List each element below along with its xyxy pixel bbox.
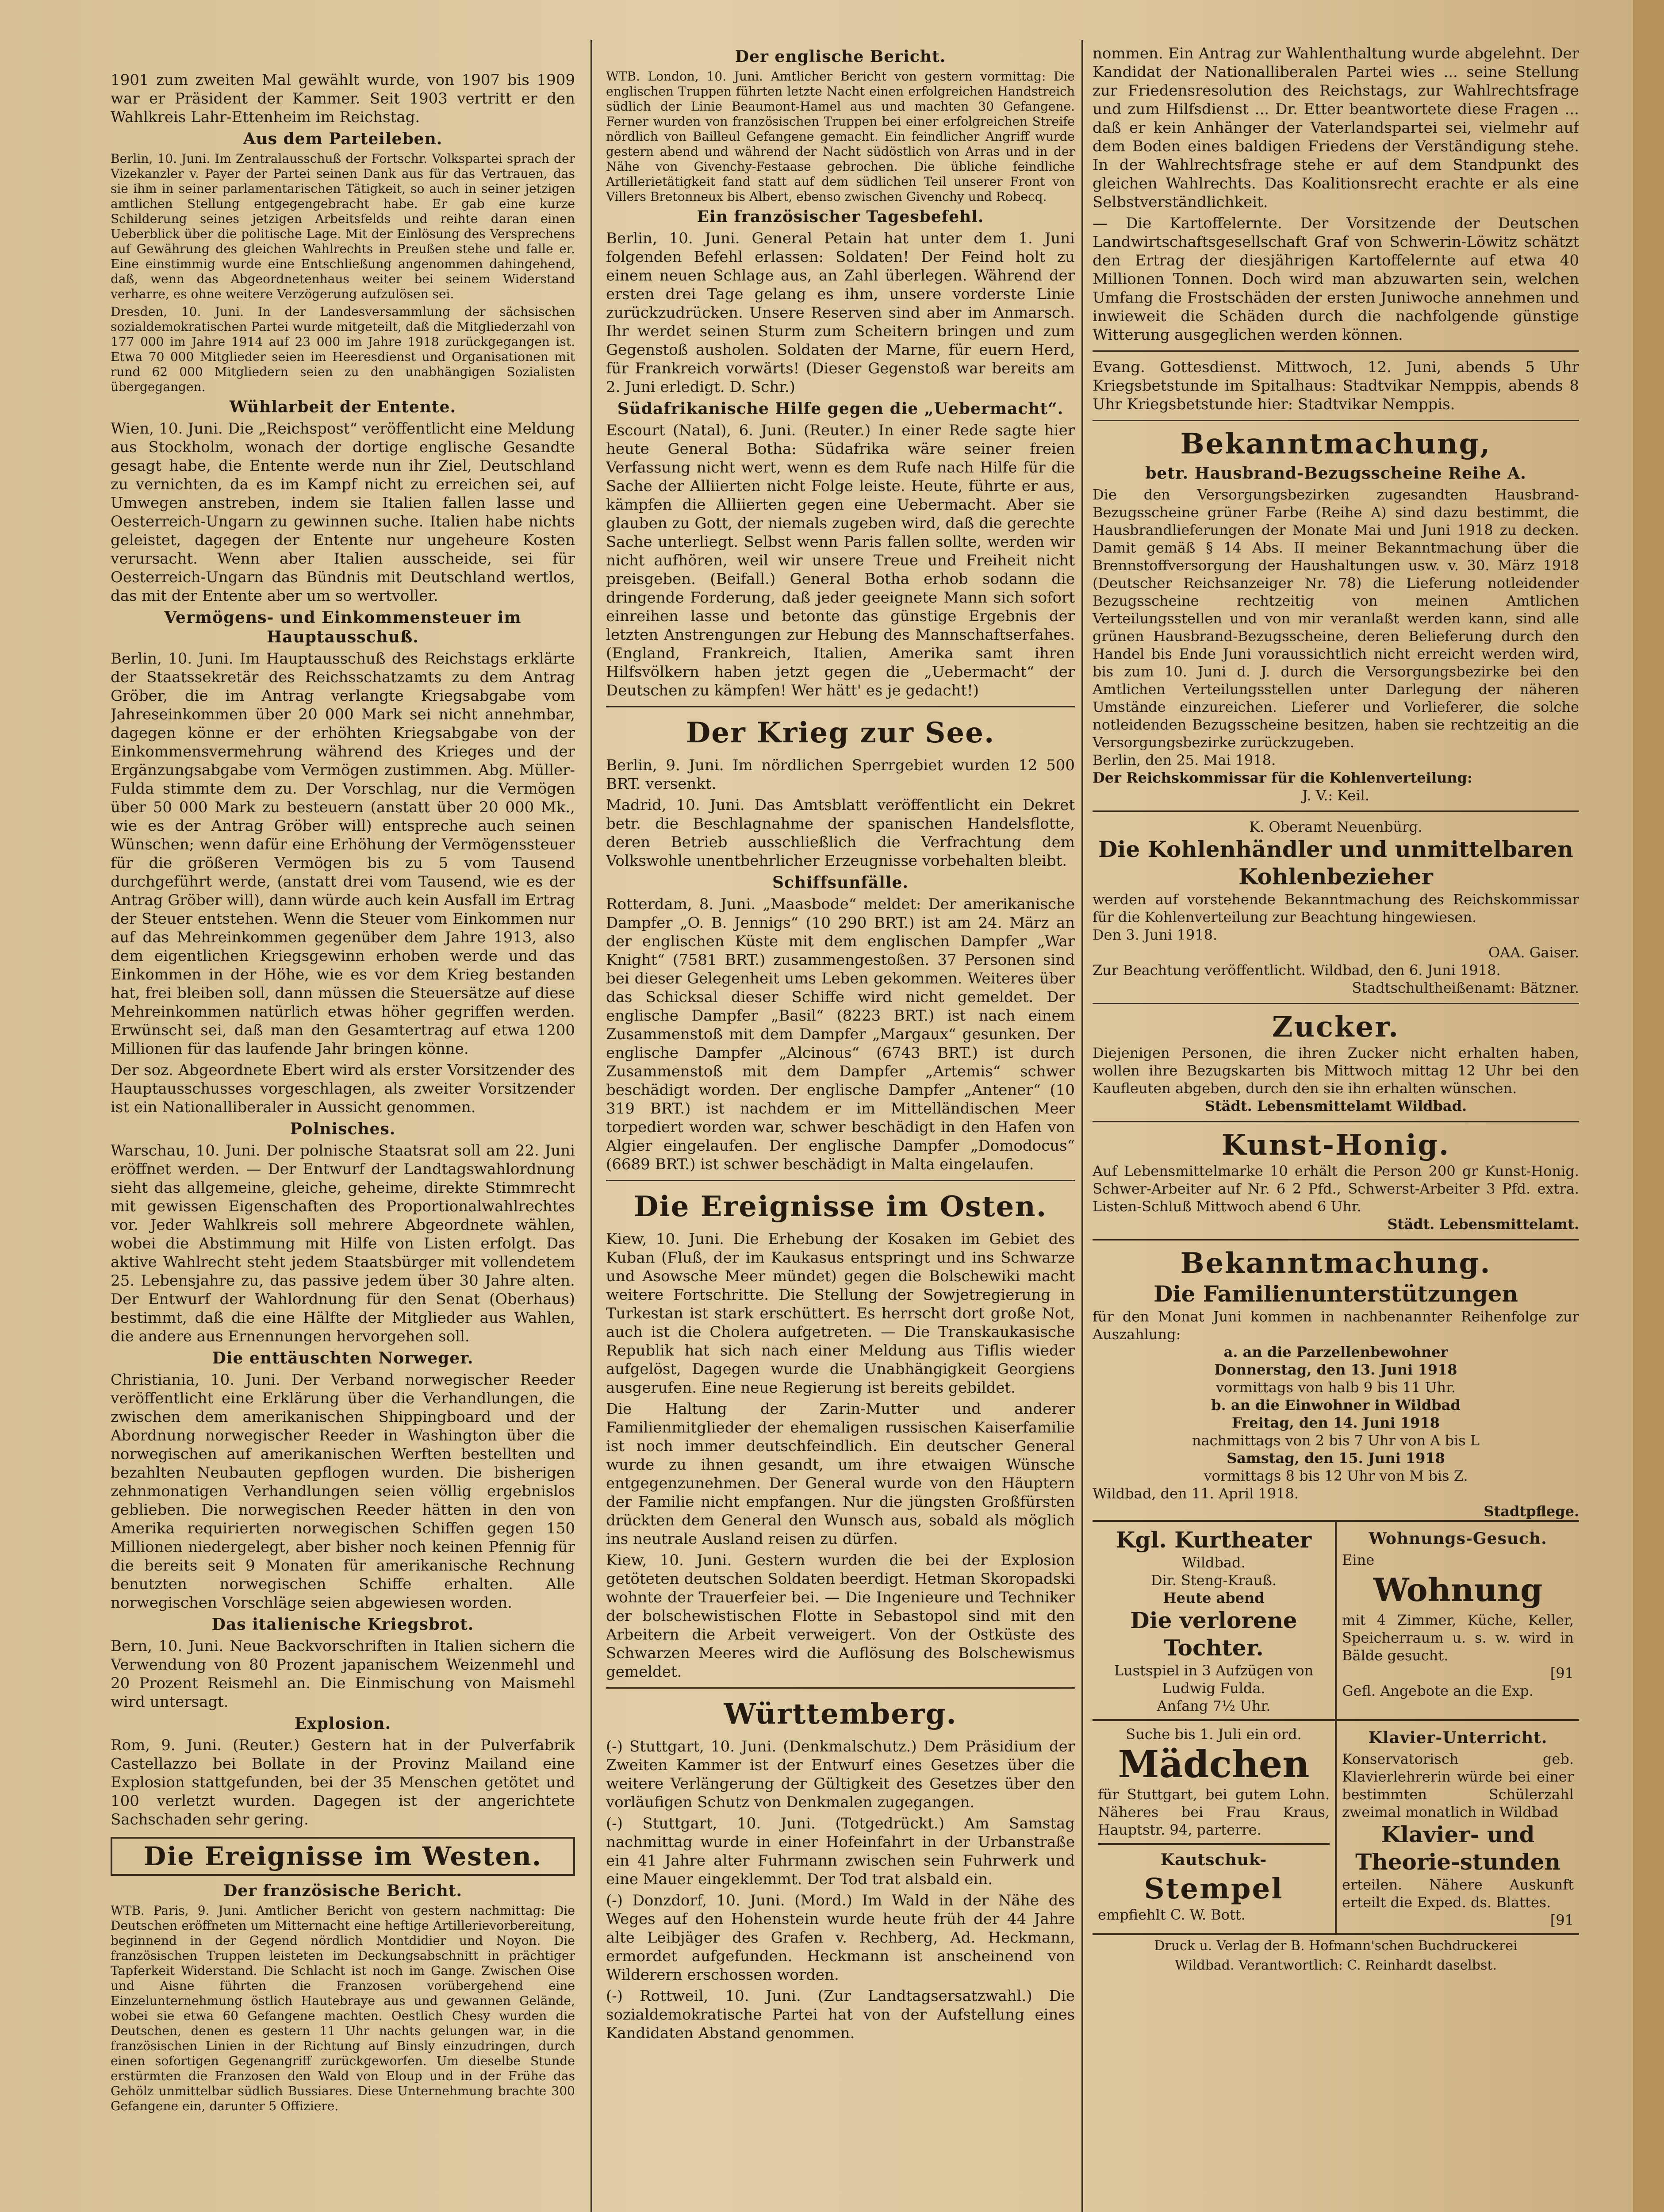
- theater-ad: [1093, 1522, 1335, 1719]
- notice-subtitle: betr. Hausbrand-Bezugsscheine Reihe A.: [1145, 464, 1526, 483]
- klavier-ad: [1335, 1721, 1579, 1933]
- notice-text: a. an die Parzellenbewohner: [1223, 1344, 1448, 1360]
- notice-date: Den 3. Juni 1918.: [1093, 926, 1218, 943]
- wohnung-title: Wohnungs-Gesuch.: [1369, 1529, 1547, 1548]
- notice-date: Berlin, den 25. Mai 1918.: [1093, 752, 1276, 768]
- divider: [1093, 1239, 1579, 1240]
- section-heading: Die enttäuschten Norweger.: [212, 1349, 474, 1367]
- article-text: Madrid, 10. Juni. Das Amtsblatt veröffentlicht ein Dekret betr. die Beschlagnahme der spanischen Handelsflotte, deren Betrieb ausschließlich die Verfrachtung dem Volkswohle unentbehrlicher Erzeugnisse vorbehalten bleibt.: [606, 796, 1075, 870]
- section-heading: Südafrikanische Hilfe gegen die „Uebermacht“.: [617, 399, 1064, 418]
- notice-text: nachmittags von 2 bis 7 Uhr von A bis L: [1192, 1432, 1480, 1449]
- klavier-text: Konservatorisch geb. Klavierlehrerin würde bei einer bestimmten Schülerzahl zweimal monatlich in Wildbad: [1342, 1751, 1574, 1820]
- klavier-title: Klavier-Unterricht.: [1368, 1728, 1548, 1747]
- notice-signature: Stadtschultheißenamt: Bätzner.: [1352, 979, 1579, 996]
- notice-title: Die Kohlenhändler und unmittelbaren Kohlenbezieher: [1098, 836, 1573, 890]
- article-text: WTB. Paris, 9. Juni. Amtlicher Bericht von gestern nachmittag: Die Deutschen eröffneten um Mitternacht eine heftige Artillerievorbereitung, beginnend in der Gegend nördlich Montdidier und Noyon. Die französischen Truppen leisteten im Deckungsabschnitt in prächtiger Tapferkeit Widerstand. Die Schlacht ist noch im Gange. Zwischen Oise und Aisne führten die Franzosen vorübergehend eine Einzelunternehmung östlich Hautebraye aus und gewannen Gelände, wobei sie etwa 60 Gefangene machten. Oestlich Chesy wurden die Deutschen, denen es gestern 11 Uhr nachts gelungen war, in die französischen Linien in der Richtung auf Binsly einzudringen, durch einen sofortigen Gegenangriff zurückgeworfen. Um dieselbe Stunde erstürmten die Franzosen den Wald von Eloup und in der Frühe das Gehölz unmittelbar südlich Bussiares. Diese Unternehmung brachte 300 Gefangene ein, darunter 5 Offiziere.: [111, 1903, 575, 2113]
- divider: [1093, 420, 1579, 421]
- notice-text: für den Monat Juni kommen in nachbenannter Reihenfolge zur Auszahlung:: [1093, 1308, 1579, 1343]
- article-text: Berlin, 9. Juni. Im nördlichen Sperrgebiet wurden 12 500 BRT. versenkt.: [606, 757, 1075, 793]
- article-text: (-) Donzdorf, 10. Juni. (Mord.) Im Wald in der Nähe des Weges auf den Hohenstein wurde heute früh der 44 Jahre alte Leibjäger des Grafen v. Rechberg, Ad. Heckmann, ermordet aufgefunden. Heckmann ist anscheinend von Wilderern erschossen worden.: [606, 1892, 1075, 1984]
- notice-head: K. Oberamt Neuenbürg.: [1249, 818, 1422, 835]
- notice-subtitle: Die Familienunterstützungen: [1154, 1281, 1518, 1307]
- notice-date: Wildbad, den 11. April 1918.: [1093, 1485, 1299, 1502]
- maedchen-pre: Suche bis 1. Juli ein ord.: [1126, 1726, 1302, 1743]
- notice-title: Zucker.: [1272, 1010, 1400, 1044]
- major-heading: Württemberg.: [724, 1697, 957, 1731]
- article-text: — Die Kartoffelernte. Der Vorsitzende der Deutschen Landwirtschaftsgesellschaft Graf von Schwerin-Löwitz schätzt den Ertrag der diesjährigen Kartoffelernte auf etwa 40 Millionen Tonnen. Doch wird man abzuwarten sein, welchen Umfang die Frostschäden der ersten Juniwoche annehmen und inwieweit die Schäden durch die nachfolgende günstige Witterung ausgeglichen werden können.: [1093, 215, 1579, 344]
- ads-grid: [1093, 1520, 1579, 1719]
- article-text: Warschau, 10. Juni. Der polnische Staatsrat soll am 22. Juni eröffnet werden. — Der Entwurf der Landtagswahlordnung sieht das allgemeine, gleiche, geheime, direkte Stimmrecht mit gewissen Eigenschaften des Proportionalwahlrechtes vor. Jeder Wahlkreis soll mehrere Abgeordnete wählen, wobei die Abstimmung mit Hilfe von Listen erfolgt. Das aktive Wahlrecht steht jedem Staatsbürger mit vollendetem 25. Lebensjahre zu, das passive jedem über 30 Jahre alten. Der Entwurf der Wahlordnung für den Senat (Oberhaus) bestimmt, daß die eine Hälfte der Mitglieder aus Wahlen, die andere aus Ernennungen hervorgehen soll.: [111, 1142, 575, 1345]
- column-3: [1093, 44, 1579, 1977]
- notice-signature: Städt. Lebensmittelamt.: [1387, 1216, 1579, 1233]
- section-heading: Polnisches.: [290, 1120, 396, 1138]
- article-text: Escourt (Natal), 6. Juni. (Reuter.) In einer Rede sagte hier heute General Botha: Südafrika wäre seiner freien Verfassung nicht wert, wenn es dem Rufe nach Hilfe für die Sache der Alliierten nicht Folge leiste. Heute, führte er aus, kämpfen die Alliierten gegen eine Uebermacht. Aber sie glauben zu Gott, der niemals zugeben wird, daß die gerechte Sache unterliegt. Selbst wenn Paris fallen sollte, werden wir nicht aufhören, weil wir unsere Treue und Freiheit nicht preisgeben. (Beifall.) General Botha erhob sodann die dringende Forderung, daß jeder geeignete Mann sich sofort einreihen lasse und betonte das günstige Ergebnis der letzten Anstrengungen zur Hebung des Mannschaftserfahes. (England, Frankreich, Italien, Amerika samt ihren Hilfsvölkern haben jetzt gegen die „Uebermacht“ der Deutschen zu kämpfen! Wer hätt' es je gedacht!): [606, 422, 1075, 699]
- article-text: Kiew, 10. Juni. Gestern wurden die bei der Explosion getöteten deutschen Soldaten beerdigt. Hetman Skoropadski wohnte der Trauerfeier bei. — Die Ingenieure und Techniker der bolschewistischen Flotte in Sebastopol sind mit den Arbeitern die Arbeit verweigert. Von der Ostküste des Schwarzen Meeres wird die Auflösung des Bolschewismus gemeldet.: [606, 1551, 1075, 1681]
- notice-signature: Städt. Lebensmittelamt Wildbad.: [1204, 1098, 1467, 1114]
- klavier-big: Klavier- und Theorie-stunden: [1355, 1821, 1560, 1875]
- notice-text: Die den Versorgungsbezirken zugesandten Hausbrand-Bezugsscheine grüner Farbe (Reihe A) sind dazu bestimmt, die Hausbrandlieferungen der Monate Mai und Juni 1918 zu decken. Damit gemäß § 14 Abs. II meiner Bekanntmachung über die Brennstoffversorgung der Haushaltungen usw. v. 30. März 1918 (Deutscher Reichsanzeiger Nr. 78) die Lieferung notleidender Bezugsscheine rechtzeitig von meinen Amtlichen Verteilungsstellen und von mir veranlaßt werden kann, sind alle grünen Hausbrand-Bezugsscheine, deren Belieferung durch den Handel bis Ende Juni voraussichtlich nicht erreicht werden wird, bis zum 10. Juni d. J. durch die Versorgungsbezirke bei den Amtlichen Verteilungsstellen unter Darlegung der näheren Umstände einzureichen. Lieferer und Vorlieferer, die solche notleidenden Bezugsscheine besitzen, haben sie rechtzeitig an die Versorgungsbezirke zurückzugeben.: [1093, 486, 1579, 751]
- theater-desc: Lustspiel in 3 Aufzügen von Ludwig Fulda.: [1114, 1662, 1314, 1697]
- section-heading: Schiffsunfälle.: [772, 873, 909, 892]
- major-heading: Der Krieg zur See.: [686, 716, 995, 749]
- article-text: (-) Rottweil, 10. Juni. (Zur Landtagsersatzwahl.) Die sozialdemokratische Partei hat von der Aufstellung eines Kandidaten Abstand genommen.: [606, 1987, 1075, 2042]
- theater-director: Dir. Steng-Krauß.: [1150, 1572, 1277, 1589]
- article-text: Berlin, 10. Juni. Im Zentralausschuß der Fortschr. Volkspartei sprach der Vizekanzler v. Payer der Partei seinen Dank aus für das Vertrauen, das sie ihm in seiner parlamentarischen Tätigkeit, so auch in seiner jetzigen amtlichen Stellung entgegengebracht habe. Er gab eine kurze Schilderung seines jetzigen Arbeitsfelds und reihte daran einen Ueberblick über die politische Lage. Mit der Einlösung des Versprechens auf Gewährung des gleichen Wahlrechts in Preußen stehe und falle er. Eine einstimmig wurde eine Entschließung angenommen dahingehend, daß, wenn das Abgeordnetenhaus weiter bei seinem Widerstand verharre, es ohne weitere Verzögerung aufzulösen sei.: [111, 151, 575, 301]
- notice-text: Diejenigen Personen, die ihren Zucker nicht erhalten haben, wollen ihre Bezugskarten bis Mittwoch mittag 12 Uhr bei den Kaufleuten abgeben, durch den sie ihn erhalten wünschen.: [1093, 1045, 1579, 1097]
- theater-place: Wildbad.: [1182, 1554, 1246, 1571]
- notice-text: vormittags von halb 9 bis 11 Uhr.: [1215, 1379, 1456, 1396]
- article-text: (-) Stuttgart, 10. Juni. (Totgedrückt.) Am Samstag nachmittag wurde in einer Hofeinfahrt in der Urbanstraße ein 41 Jahre alter Fuhrmann zwischen sein Fuhrwerk und eine Mauer eingeklemmt. Der Tod trat alsbald ein.: [606, 1815, 1075, 1888]
- kautschuk-text: empfiehlt C. W. Bott.: [1098, 1906, 1246, 1923]
- article-text: Rom, 9. Juni. (Reuter.) Gestern hat in der Pulverfabrik Castellazzo bei Bollate in der Provinz Mailand eine Explosion stattgefunden, bei der 35 Menschen getötet und 100 verletzt wurden. Dagegen ist der angerichtete Sachschaden sehr gering.: [111, 1736, 575, 1828]
- divider: [1093, 1121, 1579, 1122]
- article-text: Berlin, 10. Juni. Im Hauptausschuß des Reichstags erklärte der Staatssekretär des Reichsschatzamts zu dem Antrag Gröber, die im Antrag verlangte Kriegsabgabe vom Jahreseinkommen über 20 000 Mark sei nicht annehmbar, dagegen könne er der erhöhten Kriegsabgabe von der Einkommensvermehrung während des Krieges und der Ergänzungsabgabe vom Vermögen zustimmen. Abg. Müller-Fulda stimmte dem zu. Der Vorschlag, nur die Vermögen über 50 000 Mark zu besteuern (anstatt über 20 000 Mk., wie es der Antrag Gröber will) entspreche auch seinen Wünschen; wenn dafür eine Erhöhung der Vermögenssteuer für die größeren Vermögen bis zu 5 vom Tausend durchgeführt werde, (anstatt drei vom Tausend, wie es der Antrag Gröber will), dann würde auch kein Ausfall im Ertrag der Steuer entstehen. Wenn die Steuer vom Einkommen nur auf das Mehreinkommen gegenüber dem Jahre 1913, also dem eigentlichen Kriegsgewinn erhoben werde und das Einkommen in der Höhe, wie es vor dem Krieg bestanden hat, frei bleiben soll, dann müssen die Steuersätze auf diese Mehreinkommen natürlich etwas höher gegriffen werden. Erwünscht sei, daß man den Gesamtertrag auf etwa 1200 Millionen für das laufende Jahr bringen könne.: [111, 650, 575, 1058]
- divider: [606, 1180, 1075, 1181]
- section-heading: Vermögens- und Einkommensteuer im Hauptausschuß.: [164, 608, 521, 646]
- notice-date: Samstag, den 15. Juni 1918: [1227, 1450, 1445, 1467]
- ads-grid: [1093, 1719, 1579, 1933]
- wohnung-text: mit 4 Zimmer, Küche, Keller, Speicherraum u. s. w. wird in Bälde gesucht.: [1342, 1612, 1574, 1664]
- klavier-num: [91: [1550, 1912, 1574, 1928]
- article-text: Rotterdam, 8. Juni. „Maasbode“ meldet: Der amerikanische Dampfer „O. B. Jennigs“ (10 290 BRT.) ist am 24. März an der englischen Küste mit dem englischen Dampfer „War Knight“ (7581 BRT.) zusammengestoßen. 37 Personen sind bei dieser Gelegenheit ums Leben gekommen. Weiteres über das Schicksal dieser Schiffe wird nicht gemeldet. Der englische Dampfer „Basil“ (8223 BRT.) ist nach einem Zusammenstoß mit dem Dampfer „Margaux“ gesunken. Der englische Dampfer „Alcinous“ (6743 BRT.) ist durch Zusammenstoß mit dem Dampfer „Artemis“ schwer beschädigt worden. Der englische Dampfer „Antener“ (10 319 BRT.) ist nachdem er im Mittelländischen Meer torpediert worden war, schwer beschädigt in den Hafen von Algier eingelaufen. Der englische Dampfer „Domodocus“ (6689 BRT.) ist schwer beschädigt in Malta eingelaufen.: [606, 895, 1075, 1173]
- theater-time: Anfang 7½ Uhr.: [1157, 1697, 1271, 1714]
- article-text: Wien, 10. Juni. Die „Reichspost“ veröffentlicht eine Meldung aus Stockholm, wonach der dortige englische Gesandte gesagt habe, die Entente werde nun ihr Ziel, Deutschland zu vernichten, da es im Kampf nicht zu erreichen sei, auf Umwegen anstreben, indem sie Italien fallen lasse und Oesterreich-Ungarn zu gewinnen suche. Italien habe nichts geleistet, dagegen der Entente nur ungeheure Kosten verursacht. Wenn aber Italien ausscheide, sei für Oesterreich-Ungarn das Bündnis mit Deutschland wertlos, das mit der Entente aber um so wertvoller.: [111, 420, 575, 605]
- section-heading: Explosion.: [294, 1714, 391, 1733]
- service-notice: Evang. Gottesdienst. Mittwoch, 12. Juni, abends 5 Uhr Kriegsbetstunde im Spitalhaus: Stadtvikar Nemppis, abends 8 Uhr Kriegsbetstunde hier: Stadtvikar Nemppis.: [1093, 358, 1579, 413]
- notice-signature: J. V.: Keil.: [1302, 787, 1369, 804]
- divider: [1093, 810, 1579, 812]
- kautschuk-big: Stempel: [1144, 1872, 1284, 1905]
- article-text: Kiew, 10. Juni. Die Erhebung der Kosaken im Gebiet des Kuban (Fluß, der im Kaukasus entspringt und ins Schwarze und Asowsche Meer mündet) gegen die Bolschewiki macht weitere Fortschritte. Die Stellung der Sowjetregierung in Turkestan ist stark erschüttert. Es herrscht dort große Not, auch ist die Cholera aufgetreten. — Die Transkaukasische Republik hat sich nach einer Meldung aus Tiflis wieder aufgelöst, Dagegen wurde die Unabhängigkeit Georgiens ausgerufen. Eine neue Regierung ist bereits gebildet.: [606, 1230, 1075, 1397]
- section-heading: Der französische Bericht.: [223, 1882, 462, 1900]
- notice-signature: OAA. Gaiser.: [1488, 944, 1579, 961]
- article-text: Die Haltung der Zarin-Mutter und anderer Familienmitglieder der ehemaligen russischen Kaiserfamilie ist noch immer deutschfeindlich. Ein deutscher General wurde zu ihnen gesandt, um ihre etwaigen Wünsche entgegenzunehmen. Der General wurde von den Häuptern der Familie nicht empfangen. Nur die jüngsten Großfürsten drückten dem General den Wunsch aus, sobald als möglich ins neutrale Ausland reisen zu dürfen.: [606, 1400, 1075, 1548]
- notice-date: Freitag, den 14. Juni 1918: [1232, 1414, 1440, 1431]
- notice-date: Donnerstag, den 13. Juni 1918: [1214, 1361, 1457, 1378]
- theater-title: Kgl. Kurtheater: [1116, 1527, 1312, 1553]
- page-edge: [1633, 0, 1664, 2212]
- article-text: Bern, 10. Juni. Neue Backvorschriften in Italien sichern die Verwendung von 80 Prozent japanischem Weizenmehl und 20 Prozent Reismehl an. Die Einmischung von Maismehl wird untersagt.: [111, 1637, 575, 1711]
- divider: [1093, 350, 1579, 352]
- column-2: [606, 44, 1075, 2045]
- major-heading: Die Ereignisse im Osten.: [633, 1190, 1047, 1223]
- notice-signature: Der Reichskommissar für die Kohlenverteilung:: [1093, 769, 1472, 786]
- divider: [606, 1687, 1075, 1689]
- maedchen-ad: [1093, 1721, 1335, 1933]
- notice-title: Bekanntmachung.: [1180, 1247, 1491, 1280]
- column-rule: [590, 40, 592, 2212]
- wohnung-big: Wohnung: [1373, 1571, 1543, 1609]
- maedchen-title: Mädchen: [1118, 1742, 1310, 1786]
- column-1: [111, 71, 575, 2116]
- section-heading: Der englische Bericht.: [735, 47, 946, 66]
- notice-text: b. an die Einwohner in Wildbad: [1211, 1397, 1461, 1413]
- imprint: [1093, 1933, 1579, 1974]
- article-text: WTB. London, 10. Juni. Amtlicher Bericht von gestern vormittag: Die englischen Truppen führten letzte Nacht einen erfolgreichen Handstreich südlich der Linie Beaumont-Hamel aus und machten 30 Gefangene. Ferner wurden von französischen Truppen bei einer erfolgreichen Streife nördlich von Bailleul Gefangene gemacht. Ein feindlicher Angriff wurde gestern abend und während der Nacht südöstlich von Arras und in der Nähe von Givenchy-Festaase gebrochen. Die übliche feindliche Artillerietätigkeit fand statt auf dem südlichen Teil unserer Front von Villers Bretonneux bis Albert, ebenso zwischen Givenchy und Robecq.: [606, 69, 1075, 204]
- maedchen-text: für Stuttgart, bei gutem Lohn. Näheres bei Frau Kraus, Hauptstr. 94, parterre.: [1098, 1786, 1330, 1838]
- section-heading: Aus dem Parteileben.: [243, 130, 443, 148]
- notice-text: werden auf vorstehende Bekanntmachung des Reichskommissar für die Kohlenverteilung zur Beachtung hingewiesen.: [1093, 891, 1579, 926]
- article-text: 1901 zum zweiten Mal gewählt wurde, von 1907 bis 1909 war er Präsident der Kammer. Seit 1903 vertritt er den Wahlkreis Lahr-Ettenheim im Reichstag.: [111, 71, 575, 126]
- theater-today: Heute abend: [1163, 1590, 1265, 1606]
- divider: [1093, 1003, 1579, 1004]
- major-heading: Die Ereignisse im Westen.: [111, 1837, 575, 1876]
- imprint-line: Wildbad. Verantwortlich: C. Reinhardt daselbst.: [1174, 1958, 1497, 1973]
- notice-text: Auf Lebensmittelmarke 10 erhält die Person 200 gr Kunst-Honig. Schwer-Arbeiter auf Nr. 6 2 Pfd., Schwerst-Arbeiter 3 Pfd. extra. Listen-Schluß Mittwoch abend 6 Uhr.: [1093, 1163, 1579, 1215]
- article-text: Christiania, 10. Juni. Der Verband norwegischer Reeder veröffentlicht eine Erklärung über die Verhandlungen, die zwischen dem amerikanischen Shippingboard und der Abordnung norwegischer Reeder in Washington über die norwegischen auf amerikanischen Werften bestellten und bezahlten Neubauten gepflogen wurden. Die bisherigen zehnmonatigen Verhandlungen seien völlig ergebnislos geblieben. Die norwegischen Reeder hätten in den von Amerika requirierten norwegischen Schiffen gegen 150 Millionen niedergelegt, aber bisher noch keinen Pfennig für die bereits seit 9 Monaten für amerikanische Rechnung benutzten norwegischen Schiffe erhalten. Alle norwegischen Vorschläge seien abgewiesen worden.: [111, 1371, 575, 1612]
- notice-signature: Stadtpflege.: [1484, 1503, 1579, 1520]
- theater-play: Die verlorene Tochter.: [1130, 1607, 1297, 1661]
- wohnung-note: Gefl. Angebote an die Exp.: [1342, 1682, 1534, 1699]
- notice-title: Bekanntmachung,: [1180, 427, 1491, 461]
- article-text: nommen. Ein Antrag zur Wahlenthaltung wurde abgelehnt. Der Kandidat der Nationalliberalen Partei wies ... seine Stellung zur Friedensresolution des Reichstags, zur Wahlrechtsfrage und zum Hilfsdienst ... Dr. Etter beantwortete diese Fragen ... daß er kein Anhänger der Vaterlandspartei sei, vielmehr auf dem Boden eines baldigen Friedens der Verständigung stehe. In der Wahlrechtsfrage stehe er auf dem Standpunkt des gleichen Wahlrechts. Das Koalitionsrecht erachte er als eine Selbstverständlichkeit.: [1093, 45, 1579, 211]
- article-text: (-) Stuttgart, 10. Juni. (Denkmalschutz.) Dem Präsidium der Zweiten Kammer ist der Entwurf eines Gesetzes über die weitere Verlängerung der Gültigkeit des Gesetzes über den vorläufigen Schutz von Denkmalen zugegangen.: [606, 1738, 1075, 1811]
- wohnung-ad: [1335, 1522, 1579, 1719]
- kautschuk-ad: [1098, 1843, 1330, 1924]
- kautschuk-title: Kautschuk-: [1160, 1851, 1267, 1869]
- section-heading: Ein französischer Tagesbefehl.: [697, 207, 984, 226]
- section-heading: Das italienische Kriegsbrot.: [211, 1615, 474, 1634]
- notice-text: vormittags 8 bis 12 Uhr von M bis Z.: [1204, 1467, 1468, 1484]
- article-text: Dresden, 10. Juni. In der Landesversammlung der sächsischen sozialdemokratischen Partei wurde mitgeteilt, daß die Mitgliederzahl von 177 000 im Jahre 1914 auf 23 000 im Jahre 1918 zurückgegangen ist. Etwa 70 000 Mitglieder seien im Heeresdienst und Organisationen mit rund 62 000 Mitgliedern seien zu den unabhängigen Sozialisten übergegangen.: [111, 304, 575, 394]
- wohnung-eine: Eine: [1342, 1551, 1375, 1568]
- article-text: Der soz. Abgeordnete Ebert wird als erster Vorsitzender des Hauptausschusses vorgeschlagen, als zweiter Vorsitzender ist ein Nationalliberaler in Aussicht genommen.: [111, 1061, 575, 1116]
- article-text: Berlin, 10. Juni. General Petain hat unter dem 1. Juni folgenden Befehl erlassen: Soldaten! Der Feind holt zu einem neuen Schlage aus, an Zahl überlegen. Während der ersten drei Tage gelang es ihm, unsere vorderste Linie zurückzudrücken. Unsere Reserven sind aber im Anmarsch. Ihr werdet seinen Sturm zum Scheitern bringen und zum Gegenstoß ausholen. Soldaten der Marne, für euern Herd, für Frankreich vorwärts! (Dieser Gegenstoß war bereits am 2. Juni erledigt. D. Schr.): [606, 230, 1075, 396]
- section-heading: Wühlarbeit der Entente.: [229, 398, 456, 416]
- column-rule: [1081, 40, 1083, 2212]
- imprint-line: Druck u. Verlag der B. Hofmann'schen Buchdruckerei: [1154, 1938, 1518, 1954]
- klavier-text2: erteilen. Nähere Auskunft erteilt die Exped. ds. Blattes.: [1342, 1876, 1574, 1911]
- divider: [606, 706, 1075, 707]
- wohnung-num: [91: [1550, 1665, 1574, 1682]
- notice-title: Kunst-Honig.: [1221, 1129, 1450, 1162]
- notice-text: Zur Beachtung veröffentlicht. Wildbad, den 6. Juni 1918.: [1093, 962, 1501, 979]
